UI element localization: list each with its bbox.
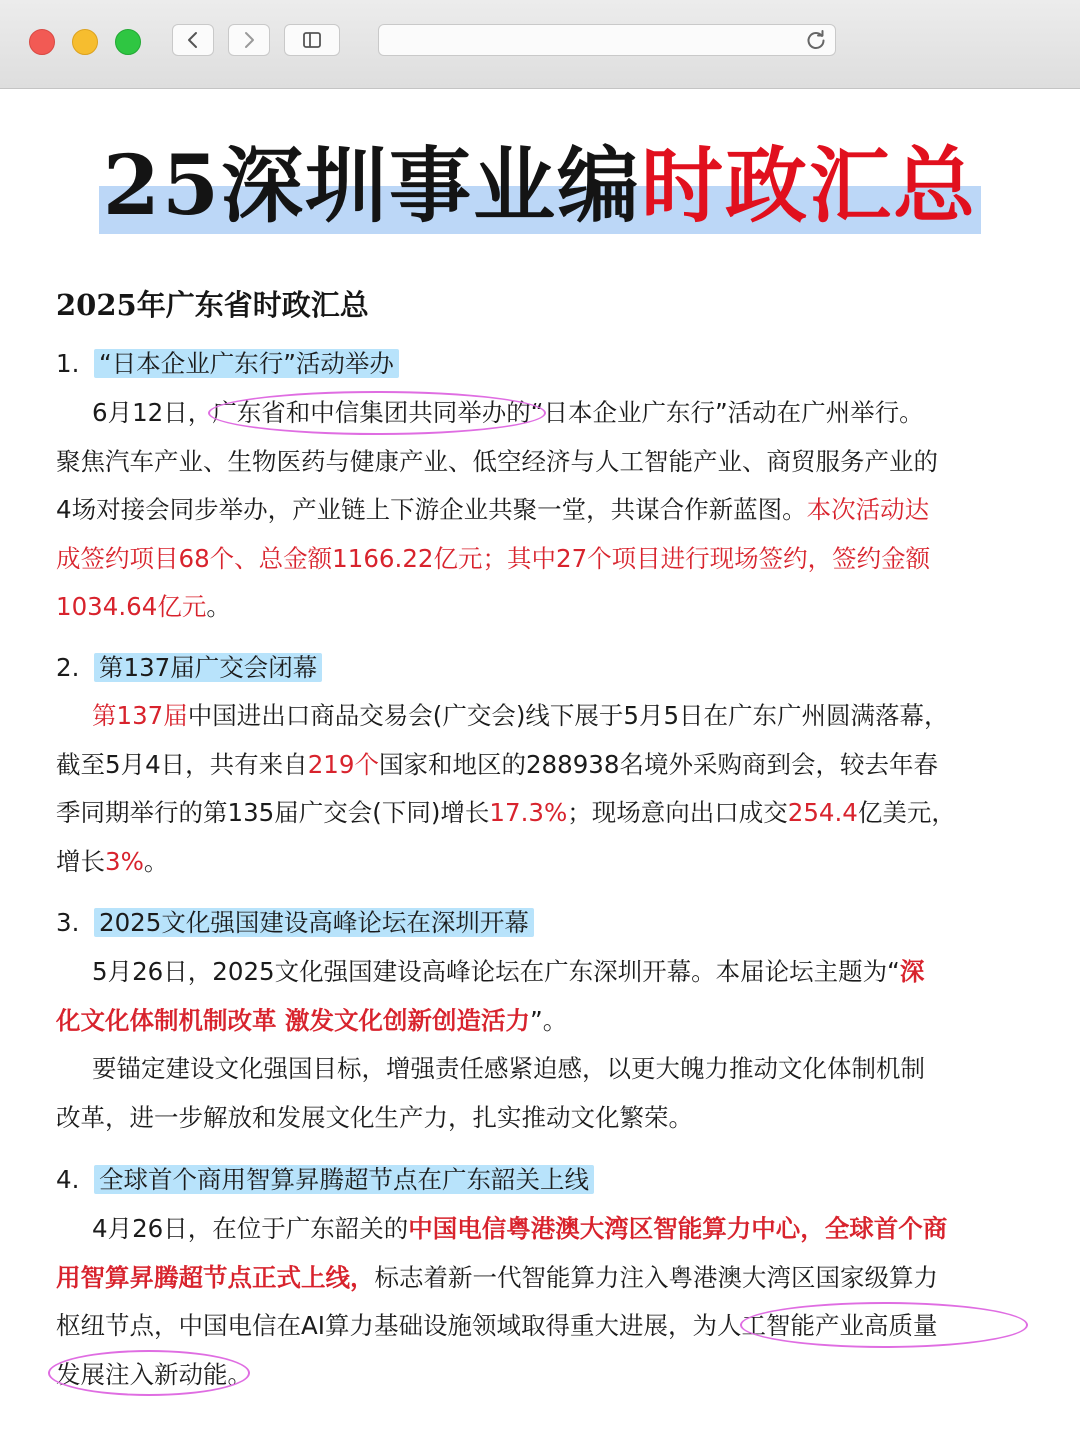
item-heading-text: “日本企业广东行”活动举办 [94, 349, 399, 378]
item-number: 2. [56, 653, 80, 682]
item-number: 3. [56, 908, 80, 937]
item-2-body: 第137届中国进出口商品交易会(广交会)线下展于5月5日在广东广州圆满落幕， 截至5月4日，共有来自219个国家和地区的288938名境外采购商到会，较去年春 季同期举行的第135届广交会(下同)增长17.3%；现场意向出口成交254.4亿美元， 增长3%。 [56, 701, 956, 876]
item-4-heading [56, 1158, 594, 1202]
chevron-right-icon [242, 31, 256, 49]
address-bar[interactable] [378, 24, 836, 56]
item-4-body: 4月26日，在位于广东韶关的中国电信粤港澳大湾区智能算力中心，全球首个商 用智算昇腾超节点正式上线，标志着新一代智能算力注入粤港澳大湾区国家级算力 枢纽节点，中国电信在AI算力基础设施领域取得重大进展，为人工智能产业高质量 发展注入新动能。 [56, 1214, 948, 1389]
item-3-body: 5月26日，2025文化强国建设高峰论坛在广东深圳开幕。本届论坛主题为“深 化文化体制机制改革 激发文化创新创造活力”。 要锚定建设文化强国目标，增强责任感紧迫感，以更大魄力推动文化体制机制 改革，进一步解放和发展文化生产力，扎实推动文化繁荣。 [56, 957, 925, 1132]
item-number: 1. [56, 349, 80, 378]
minimize-window-button[interactable] [72, 29, 98, 55]
page-title: 25深圳事业编时政汇总 [102, 138, 978, 234]
chevron-left-icon [186, 31, 200, 49]
item-1-heading [56, 342, 399, 386]
handwritten-circle-annotation [48, 1350, 250, 1396]
item-number: 4. [56, 1165, 80, 1194]
item-heading-text: 2025文化强国建设高峰论坛在深圳开幕 [94, 908, 534, 937]
item-heading-text: 第137届广交会闭幕 [94, 653, 322, 682]
maximize-window-button[interactable] [115, 29, 141, 55]
back-button[interactable] [172, 24, 214, 56]
close-window-button[interactable] [29, 29, 55, 55]
item-2-heading [56, 646, 322, 690]
sidebar-toggle-button[interactable] [284, 24, 340, 56]
forward-button[interactable] [228, 24, 270, 56]
item-heading-text: 全球首个商用智算昇腾超节点在广东韶关上线 [94, 1165, 594, 1194]
handwritten-circle-annotation [740, 1302, 1028, 1348]
handwritten-circle-annotation [208, 391, 546, 435]
reload-icon[interactable] [805, 29, 827, 51]
item-3-heading [56, 901, 534, 945]
item-1-body: 6月12日，广东省和中信集团共同举办的“日本企业广东行”活动在广州举行。 聚焦汽车产业、生物医药与健康产业、低空经济与人工智能产业、商贸服务产业的 4场对接会同步举办，产业链上下游企业共聚一堂，共谋合作新蓝图。本次活动达 成签约项目68个、总金额1166.22亿元；其中27个项目进行现场签约，签约金额 1034.64亿元。 [56, 398, 938, 621]
section-subtitle: 2025年广东省时政汇总 [56, 288, 369, 322]
browser-toolbar [0, 0, 1080, 89]
sidebar-icon [302, 31, 322, 49]
